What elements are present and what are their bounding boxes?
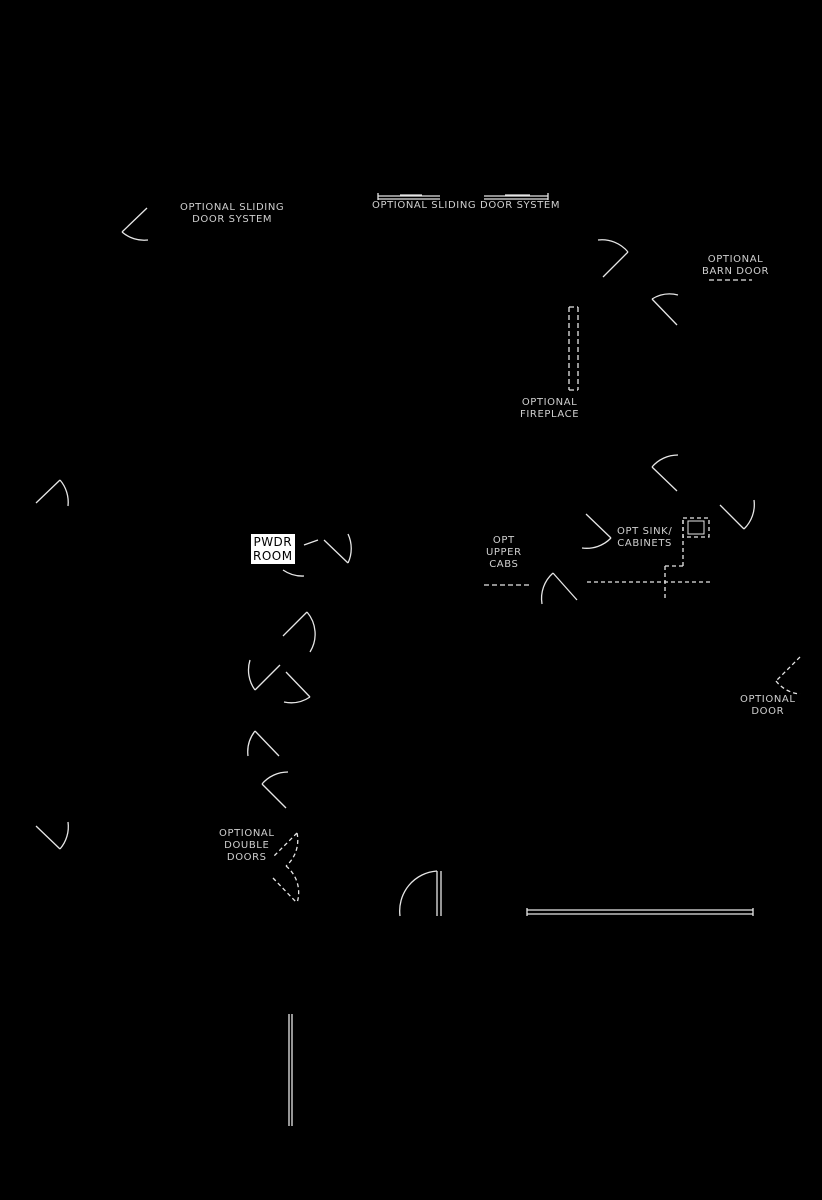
door-swing-hall-5 — [262, 772, 288, 808]
sliding-door-track-top — [378, 193, 548, 200]
label-optional-sliding-door-top: OPTIONAL SLIDING DOOR SYSTEM — [372, 200, 561, 211]
label-optional-fireplace: OPTIONAL FIREPLACE — [520, 397, 580, 420]
label-opt-sink-cabinets: OPT SINK/ CABINETS — [617, 526, 673, 549]
door-swing-pantry — [542, 573, 577, 604]
door-swing-left-lower — [36, 822, 68, 849]
door-swing-right-wall — [720, 500, 754, 529]
label-optional-sliding-door-left: OPTIONAL SLIDING DOOR SYSTEM — [180, 202, 285, 225]
label-optional-double-doors: OPTIONAL DOUBLE DOORS — [219, 828, 275, 863]
door-swing-top-right — [598, 240, 628, 277]
garage-door — [527, 908, 753, 916]
door-swing-hall-1 — [283, 612, 315, 652]
label-optional-door: OPTIONAL DOOR — [740, 694, 796, 717]
optional-door-dashed — [776, 657, 800, 694]
fireplace-outline — [569, 307, 578, 390]
label-opt-upper-cabs: OPT UPPER CABS — [486, 535, 522, 570]
sink-basin — [688, 521, 704, 534]
door-swing-left-upper — [36, 480, 68, 506]
door-swing-laundry — [652, 455, 678, 491]
room-tag-powder-room: PWDR ROOM — [253, 535, 293, 563]
door-swing-hall-3 — [284, 672, 310, 703]
door-swing-kitchen — [582, 514, 611, 548]
label-optional-barn-door: OPTIONAL BARN DOOR — [702, 254, 770, 277]
door-swing-closet-upper — [652, 294, 678, 325]
door-swing-hall-2 — [248, 660, 280, 690]
door-swing-garage — [400, 871, 441, 916]
lower-wall-segment — [289, 1014, 292, 1126]
double-doors-dashed — [273, 833, 299, 903]
door-swing-top-left — [122, 208, 148, 240]
door-swing-hall-4 — [248, 731, 279, 756]
